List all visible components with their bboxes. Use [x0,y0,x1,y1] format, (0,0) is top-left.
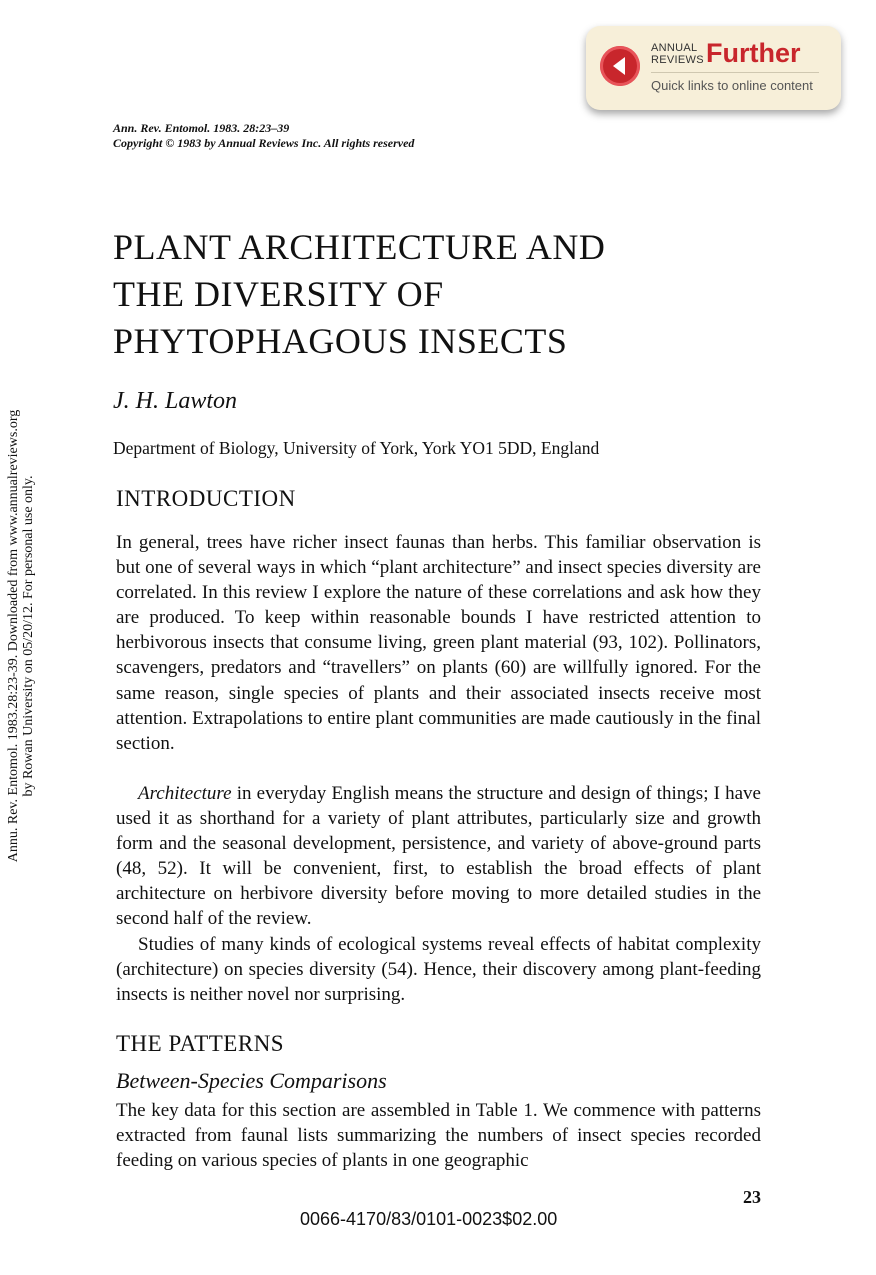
page-number: 23 [743,1187,761,1207]
author-affiliation: Department of Biology, University of York, York YO1 5DD, England [113,438,600,458]
back-arrow-icon[interactable] [600,46,640,86]
badge-subtitle: Quick links to online content [651,78,813,93]
article-title: PLANT ARCHITECTURE AND THE DIVERSITY OF PHYTOPHAGOUS INSECTS [113,227,606,361]
paragraph-intro-1: In general, trees have richer insect faunas than herbs. This familiar observation is but one of several ways in which “plant architecture” and insect species diversity are correlated. In this review I explore the nature of these correlations and ask how they are produced. To keep within reasonable bounds I have restricted attention to herbivorous insects that consume living, green plant material (93, 102). Pollinators, scavengers, predators and “travellers” on plants (60) are willfully ignored. For the same reason, single species of plants and their associated insects receive most attention. Extrapolations to entire plant communities are made cautiously in the final section. [116,532,761,754]
badge-divider [651,72,819,73]
paragraph-intro-2: Architecture in everyday English means the structure and design of things; I have used it as shorthand for a variety of plant attributes, particularly size and growth form and the seasonal development, persistence, and variety of above-ground parts (48, 52). It will be convenient, first, to establish the broad effects of plant architecture on herbivore diversity before moving to more detailed studies in the second half of the review. [116,783,761,930]
term-architecture: Architecture [138,783,232,804]
paragraph-intro-3: Studies of many kinds of ecological systems reveal effects of habitat complexity (architecture) on species diversity (54). Hence, their discovery among plant-feeding insects is neither novel nor surprising. [116,934,761,1006]
heading-introduction: INTRODUCTION [116,486,296,511]
badge-annual-reviews: ANNUAL REVIEWS [651,42,704,66]
heading-patterns: THE PATTERNS [116,1031,285,1056]
journal-citation: Ann. Rev. Entomol. 1983. 28:23–39 Copyright © 1983 by Annual Reviews Inc. All rights reserved [113,121,415,150]
author-name: J. H. Lawton [113,388,238,414]
issn-code: 0066-4170/83/0101-0023$02.00 [300,1209,558,1229]
download-notice: Annu. Rev. Entomol. 1983.28:23-39. Downloaded from www.annualreviews.org by Rowan University on 05/20/12. For personal use only. [6,409,36,863]
further-badge[interactable] [586,26,841,110]
badge-further-label: Further [706,38,801,68]
subheading-between-species: Between-Species Comparisons [116,1068,387,1093]
paragraph-patterns-1: The key data for this section are assembled in Table 1. We commence with patterns extracted from faunal lists summarizing the numbers of insect species recorded feeding on various species of plants in one geographic [116,1100,761,1172]
